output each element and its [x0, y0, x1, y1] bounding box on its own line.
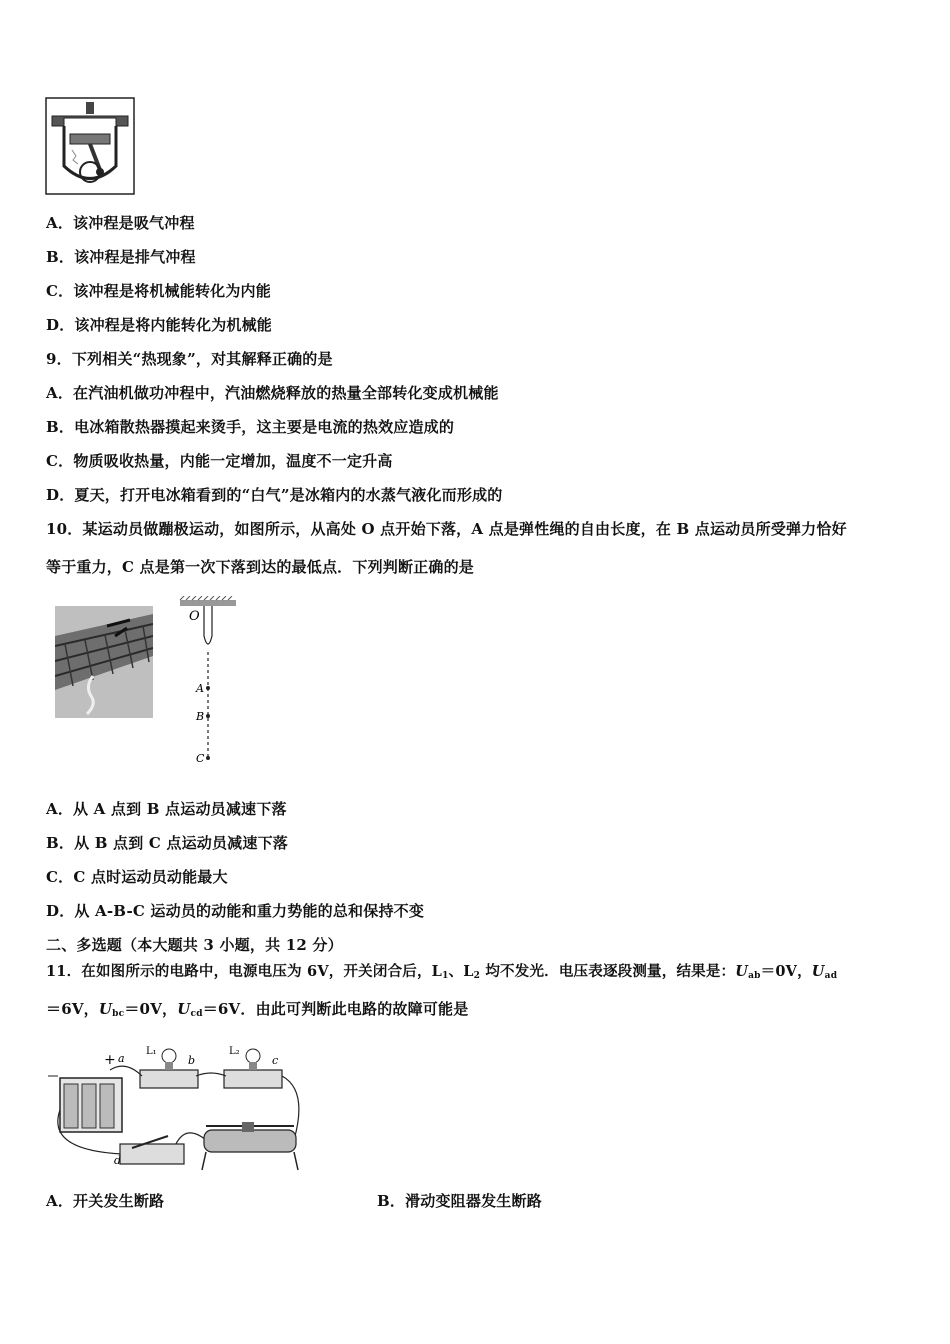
q10-option-c: C．C 点时运动员动能最大	[46, 868, 228, 886]
bungee-photo	[55, 606, 153, 718]
q11-option-a: A．开关发生断路	[46, 1192, 165, 1210]
q9-stem: 9．下列相关“热现象”，对其解释正确的是	[46, 350, 333, 368]
circuit-label-c: c	[272, 1054, 279, 1067]
q8-option-a: A．该冲程是吸气冲程	[46, 214, 195, 232]
circuit-label-a: a	[118, 1052, 125, 1065]
circuit-label-b: b	[188, 1054, 196, 1067]
label-c: C	[196, 752, 205, 765]
q9-option-c: C．物质吸收热量，内能一定增加，温度不一定升高	[46, 452, 393, 470]
circuit-label-l1: L₁	[146, 1046, 157, 1057]
q8-option-d: D．该冲程是将内能转化为机械能	[46, 316, 273, 334]
q9-option-a: A．在汽油机做功冲程中，汽油燃烧释放的热量全部转化变成机械能	[46, 384, 499, 402]
q9-option-b: B．电冰箱散热器摸起来烫手，这主要是电流的热效应造成的	[46, 418, 455, 436]
label-b: B	[196, 710, 205, 723]
q10-option-d: D．从 A-B-C 运动员的动能和重力势能的总和保持不变	[46, 902, 425, 920]
bungee-diagram	[168, 596, 248, 772]
label-a: A	[196, 682, 204, 695]
q8-option-b: B．该冲程是排气冲程	[46, 248, 196, 266]
q10-option-b: B．从 B 点到 C 点运动员减速下落	[46, 834, 288, 852]
svg-text:+: +	[104, 1052, 116, 1068]
label-o: O	[189, 609, 200, 624]
circuit-label-d: d	[114, 1154, 122, 1167]
q11-option-b: B．滑动变阻器发生断路	[377, 1192, 542, 1210]
q9-option-d: D．夏天，打开电冰箱看到的“白气”是冰箱内的水蒸气液化而形成的	[46, 486, 503, 504]
q11-stem-line2: ＝6V，$U_{bc}=0V$，$U_{cd}=6V$．由此可判断此电路的故障可能是	[46, 1000, 469, 1019]
circuit-label-l2: L₂	[229, 1046, 240, 1057]
q10-option-a: A．从 A 点到 B 点运动员减速下落	[46, 800, 287, 818]
circuit-diagram	[46, 1040, 308, 1174]
section-title: 二、多选题（本大题共 3 小题，共 12 分）	[46, 936, 343, 954]
q10-stem-line2: 等于重力，C 点是第一次下落到达的最低点．下列判断正确的是	[46, 558, 474, 576]
q10-stem-line1: 10．某运动员做蹦极运动，如图所示，从高处 O 点开始下落，A 点是弹性绳的自由长度，在 B 点运动员所受弹力恰好	[46, 520, 847, 538]
q8-option-c: C．该冲程是将机械能转化为内能	[46, 282, 271, 300]
engine-stroke-figure	[44, 96, 136, 196]
q11-stem-line1: 11．在如图所示的电路中，电源电压为 6V，开关闭合后，$L_1$、$L_2$ 均不发光．电压表逐段测量，结果是：$U_{ab}=0V$，$U_{ad}$	[46, 963, 838, 981]
